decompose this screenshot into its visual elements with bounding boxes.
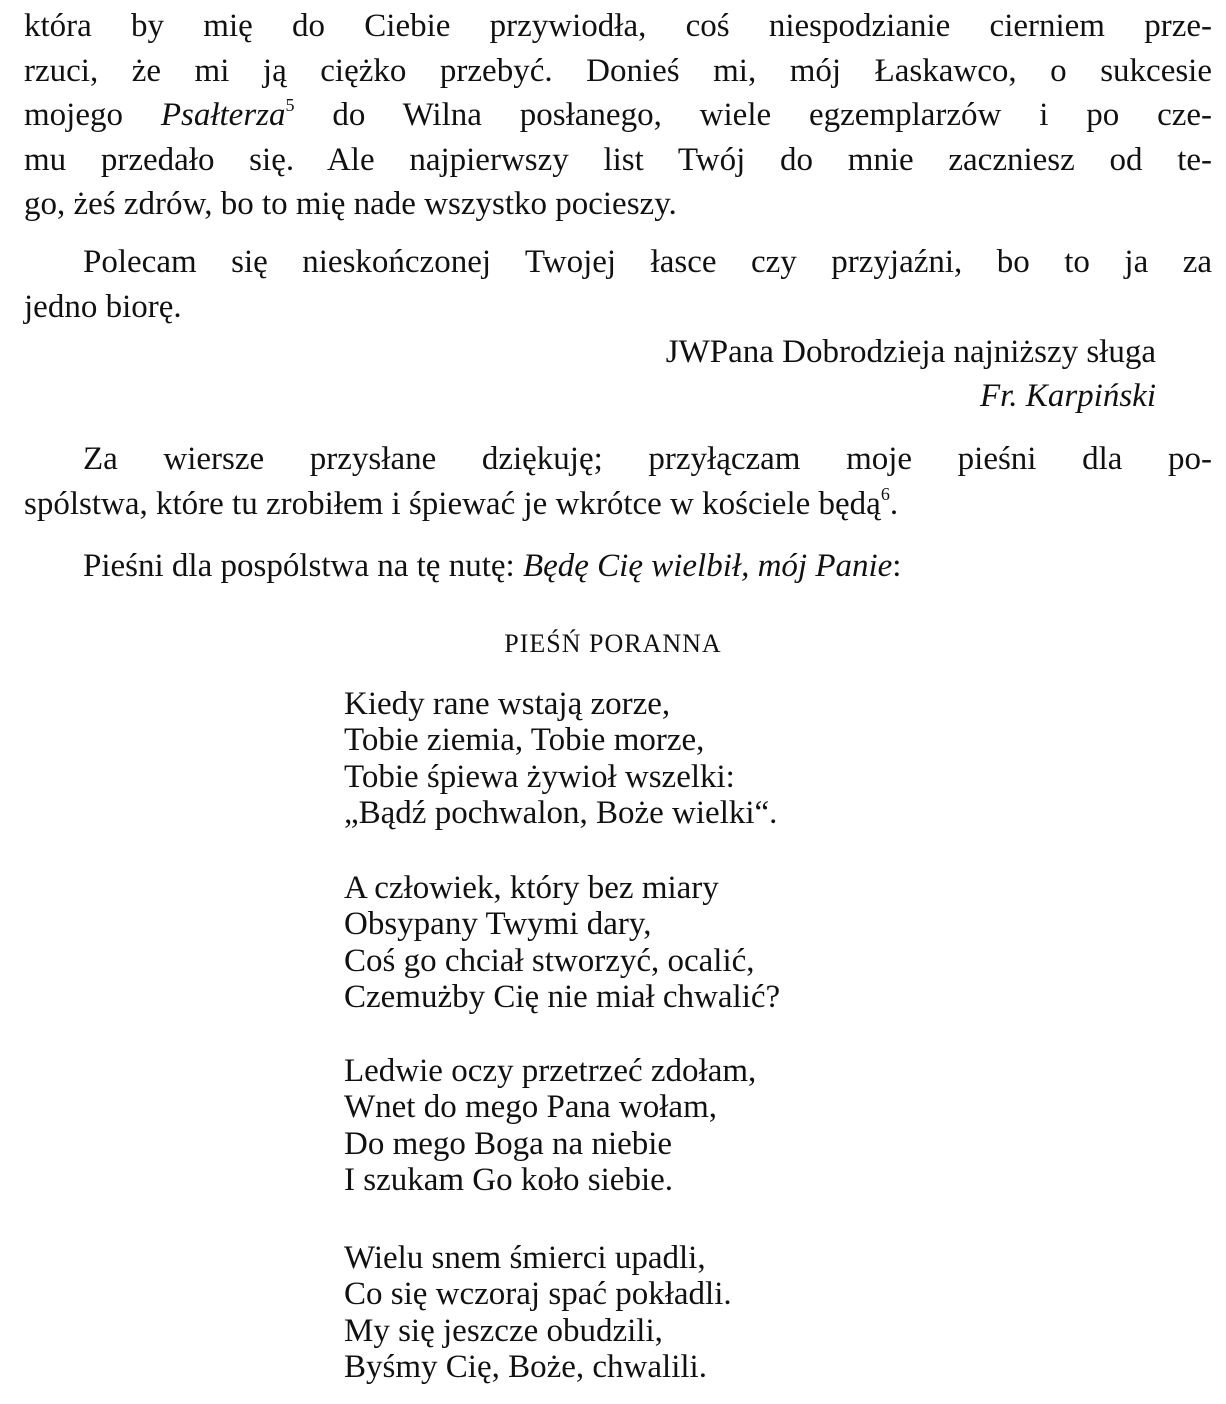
poem-stanza-3 (344, 1053, 756, 1199)
poem-title: PIEŚŃ PORANNA (504, 629, 722, 658)
text-line (24, 482, 1212, 527)
footnote-marker: 5 (285, 95, 295, 116)
author-name: Fr. Karpiński (979, 378, 1156, 414)
footnote-marker: 6 (880, 483, 890, 504)
text-run: do Wilna posłanego, wiele egzemplarzów i po cze- (294, 97, 1213, 134)
text-run: mojego (24, 97, 161, 134)
poem-line: Do mego Boga na niebie (344, 1125, 673, 1162)
poem-line: Wielu snem śmierci upadli, (344, 1240, 706, 1276)
letter-paragraph-2 (24, 240, 1212, 329)
text-line: która by mię do Ciebie przywiodła, coś niespodzianie cierniem prze- (24, 8, 1212, 44)
poem-line: Coś go chciał stworzyć, ocalić, (344, 942, 755, 979)
signature-closing: JWPana Dobrodzieja najniższy sługa (665, 334, 1156, 370)
postscript-paragraph (24, 437, 1212, 526)
text-line: go, żeś zdrów, bo to mię nade wszystko pocieszy. (24, 186, 677, 223)
songs-intro-paragraph (24, 544, 1212, 589)
poem-line: Wnet do mego Pana wołam, (344, 1089, 717, 1126)
poem-line: Ledwie oczy przetrzeć zdołam, (344, 1053, 757, 1089)
poem-line: Obsypany Twymi dary, (344, 906, 652, 943)
poem-stanza-4 (344, 1240, 732, 1386)
text-line: Polecam się nieskończonej Twojej łasce czy przyjaźni, bo to ja za (83, 244, 1212, 280)
text-run: spólstwa, które tu zrobiłem i śpiewać je wkrótce w kościele będą (24, 485, 881, 522)
poem-stanza-1 (344, 686, 777, 832)
text-line: jedno biorę. (24, 288, 182, 325)
poem-line: Tobie ziemia, Tobie morze, (344, 722, 705, 759)
poem-line: I szukam Go koło siebie. (344, 1162, 674, 1199)
text-line (24, 93, 1212, 138)
text-line: rzuci, że mi ją ciężko przebyć. Donieś mi, mój Łaskawco, o sukcesie (24, 52, 1212, 89)
poem-line: Czemużby Cię nie miał chwalić? (344, 979, 781, 1016)
poem-line: Kiedy rane wstają zorze, (344, 686, 671, 722)
text-run: . (889, 485, 899, 522)
melody-title: Będę Cię wielbił, mój Panie (522, 548, 893, 584)
text-line (24, 544, 1212, 589)
poem-line: Co się wczoraj spać pokładli. (344, 1276, 732, 1313)
text-line: mu przedało się. Ale najpierwszy list Twój do mnie zaczniesz od te- (24, 141, 1212, 178)
poem-line: My się jeszcze obudzili, (344, 1312, 663, 1349)
poem-line: „Bądź pochwalon, Boże wielki“. (344, 795, 778, 832)
poem-line: Tobie śpiewa żywioł wszelki: (344, 758, 735, 795)
letter-paragraph-1 (24, 4, 1212, 227)
text-line: Za wiersze przysłane dziękuję; przyłączam moje pieśni dla po- (83, 441, 1212, 477)
psalter-title: Psałterza (160, 97, 286, 134)
poem-line: Byśmy Cię, Boże, chwalili. (344, 1349, 707, 1386)
poem-stanza-2 (344, 870, 780, 1016)
text-run: Pieśni dla pospólstwa na tę nutę: (83, 548, 523, 584)
text-run: : (892, 548, 902, 584)
signature-name (980, 374, 1156, 418)
poem-line: A człowiek, który bez miary (344, 870, 719, 906)
